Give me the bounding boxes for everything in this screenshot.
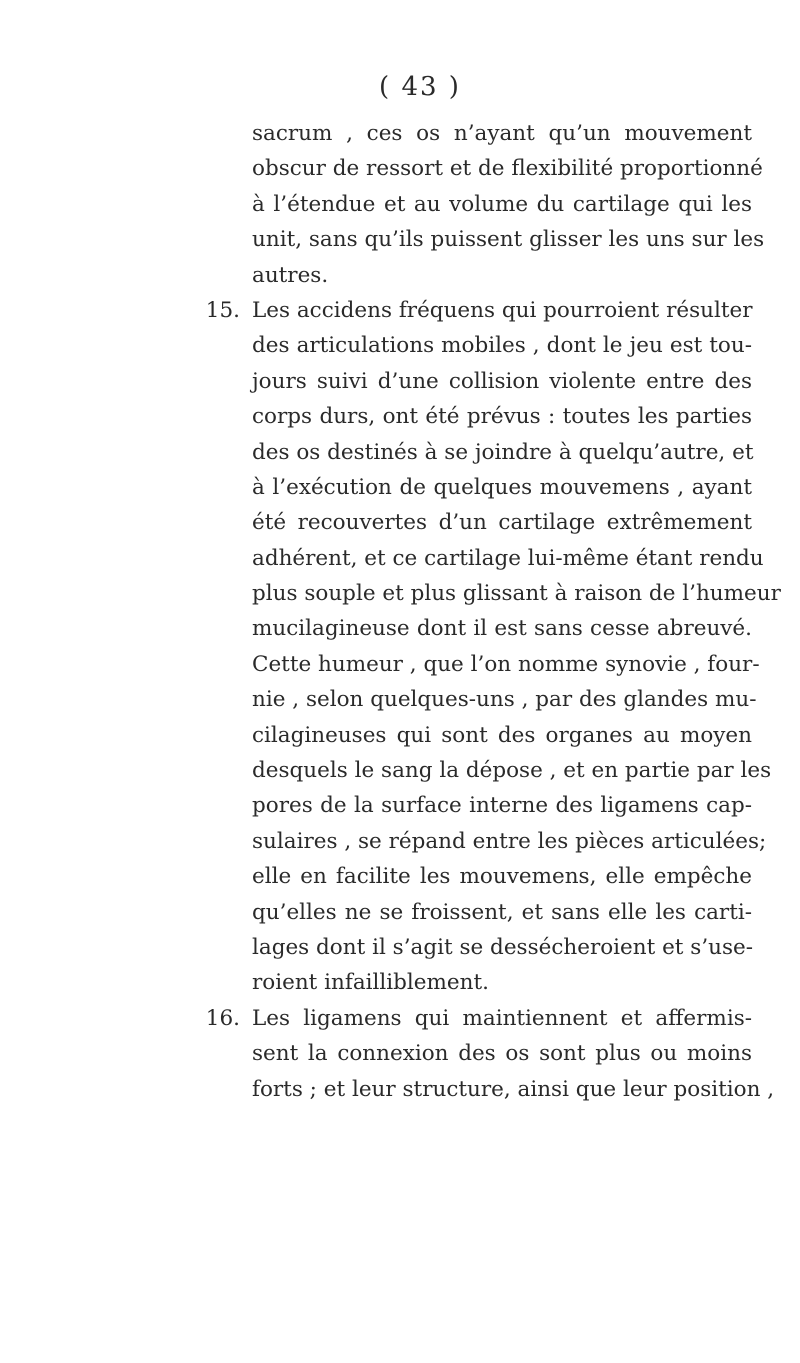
text-line bbox=[205, 293, 753, 328]
line-text: roient infailliblement. bbox=[252, 970, 489, 996]
text-line bbox=[252, 895, 752, 930]
text-line bbox=[252, 1036, 752, 1071]
text-line bbox=[252, 187, 752, 222]
line-text: elle en facilite les mouvemens, elle empêche bbox=[252, 864, 752, 890]
text-line bbox=[252, 435, 752, 470]
text-line bbox=[252, 788, 752, 823]
text-line bbox=[252, 718, 752, 753]
line-text: Les ligamens qui maintiennent et affermis- bbox=[252, 1005, 752, 1031]
line-text: corps durs, ont été prévus : toutes les parties bbox=[252, 404, 752, 430]
text-line bbox=[252, 222, 765, 257]
text-line bbox=[252, 151, 763, 186]
text-line bbox=[252, 824, 767, 859]
text-line bbox=[252, 965, 752, 1000]
line-text: cilagineuses qui sont des organes au moyen bbox=[252, 722, 752, 748]
line-text: unit, sans qu’ils puissent glisser les uns sur les bbox=[252, 227, 765, 253]
line-text: Cette humeur , que l’on nomme synovie , four- bbox=[252, 651, 760, 677]
text-line bbox=[252, 470, 752, 505]
line-text: des os destinés à se joindre à quelqu’autre, et bbox=[252, 439, 754, 465]
text-line bbox=[252, 859, 752, 894]
line-text: sent la connexion des os sont plus ou moins bbox=[252, 1041, 752, 1067]
line-text: pores de la surface interne des ligamens cap- bbox=[252, 793, 752, 819]
paragraph-number-label: 15. bbox=[205, 297, 240, 323]
line-text: nie , selon quelques-uns , par des glandes mu- bbox=[252, 687, 757, 713]
line-text: adhérent, et ce cartilage lui-même étant rendu bbox=[252, 545, 764, 571]
line-text: des articulations mobiles , dont le jeu est tou- bbox=[252, 333, 752, 359]
line-text: autres. bbox=[252, 262, 329, 288]
line-text: forts ; et leur structure, ainsi que leur position , bbox=[252, 1076, 775, 1102]
line-text: desquels le sang la dépose , et en partie par les bbox=[252, 758, 772, 784]
line-text: lages dont il s’agit se dessécheroient et s’use- bbox=[252, 934, 754, 960]
line-text: à l’étendue et au volume du cartilage qui les bbox=[252, 191, 752, 217]
line-text: mucilagineuse dont il est sans cesse abreuvé. bbox=[252, 616, 752, 642]
line-text: sulaires , se répand entre les pièces articulées; bbox=[252, 828, 767, 854]
text-line bbox=[252, 576, 781, 611]
text-line bbox=[205, 1001, 752, 1036]
paragraph-number-label: 16. bbox=[205, 1005, 240, 1031]
line-text: plus souple et plus glissant à raison de l’humeur bbox=[252, 581, 781, 607]
text-line bbox=[252, 1072, 775, 1107]
text-line bbox=[252, 647, 760, 682]
text-line bbox=[252, 541, 764, 576]
line-text: qu’elles ne se froissent, et sans elle les carti- bbox=[252, 899, 752, 925]
text-line bbox=[252, 399, 752, 434]
line-text: été recouvertes d’un cartilage extrêmement bbox=[252, 510, 752, 536]
text-line bbox=[252, 328, 752, 363]
text-line bbox=[252, 116, 752, 151]
text-line bbox=[252, 505, 752, 540]
body-text bbox=[205, 116, 781, 1107]
text-line bbox=[252, 611, 752, 646]
text-line bbox=[252, 364, 752, 399]
line-text: Les accidens fréquens qui pourroient résulter bbox=[252, 297, 753, 323]
line-text: obscur de ressort et de flexibilité proportionné bbox=[252, 156, 763, 182]
line-text: jours suivi d’une collision violente entre des bbox=[252, 368, 752, 394]
line-text: à l’exécution de quelques mouvemens , ayant bbox=[252, 474, 752, 500]
text-line bbox=[252, 753, 772, 788]
text-line bbox=[252, 930, 752, 965]
line-text: sacrum , ces os n’ayant qu’un mouvement bbox=[252, 121, 752, 146]
text-line bbox=[252, 682, 757, 717]
text-line bbox=[252, 258, 752, 293]
page-number: ( 43 ) bbox=[379, 72, 461, 102]
